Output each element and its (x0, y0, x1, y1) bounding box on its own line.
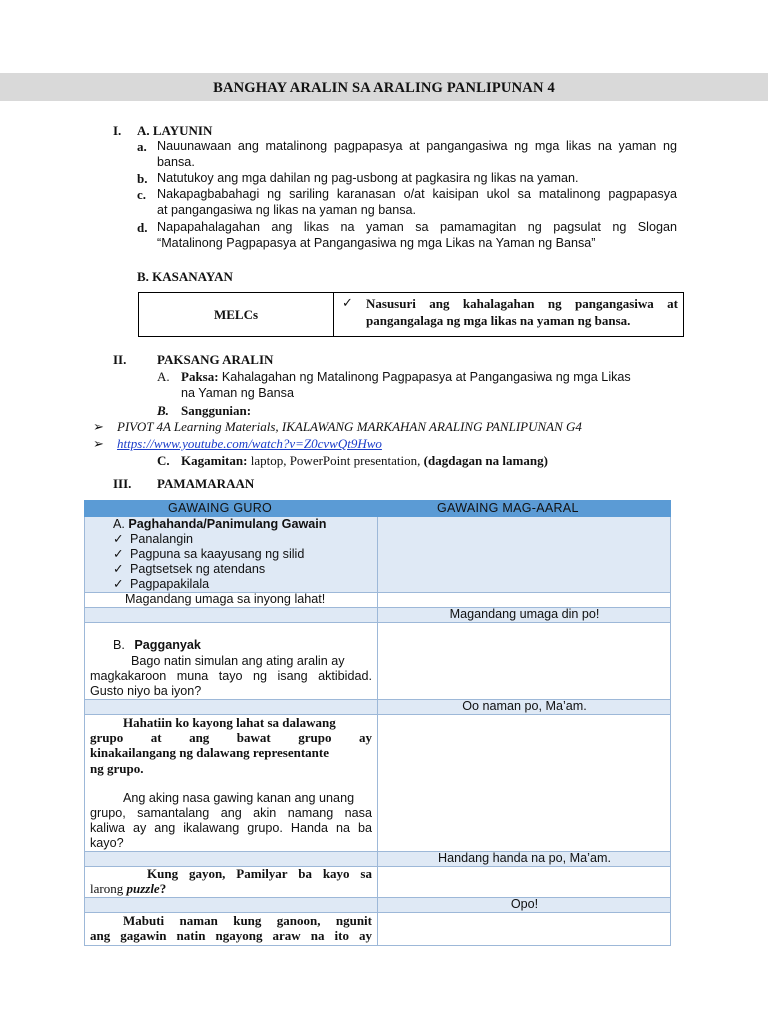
table-cell (378, 623, 671, 700)
list-item: ✓ Panalangin (113, 532, 194, 546)
puzzle-line1: Kung gayon, Pamilyar ba kayo sa (147, 866, 372, 881)
reply-1: Oo naman po, Ma’am. (462, 699, 587, 713)
objective-c-line1: Nakapagbabahagi ng sariling karanasan o/at kaisipan ukol sa matalinong pagpapasya (157, 187, 677, 201)
table-row (84, 715, 671, 852)
arrow-bullet-icon: ➢ (93, 419, 104, 434)
side-line1: Ang aking nasa gawing kanan ang unang (123, 791, 355, 805)
group-line1: Hahatiin ko kayong lahat sa dalawang (123, 715, 336, 730)
objective-a-line2: bansa. (157, 155, 195, 169)
objective-a-line1: Nauunawaan ang matalinong pagpapasya at pangangasiwa ng mga likas na yaman ng (157, 139, 677, 153)
kasanayan-heading: B. KASANAYAN (137, 269, 233, 284)
group-line3: kinakailangang ng dalawang representante (90, 745, 329, 760)
greet-teacher: Magandang umaga sa inyong lahat! (125, 592, 326, 606)
table-row (84, 867, 671, 898)
table-cell (84, 715, 378, 852)
table-header (84, 500, 671, 517)
puzzle-end: ? (159, 881, 167, 896)
check-icon: ✓ (113, 532, 124, 546)
arrow-bullet-icon: ➢ (93, 436, 104, 451)
table-row (84, 852, 671, 867)
section-3-number: III. (113, 476, 132, 491)
group-line2: grupo at ang bawat grupo ay (90, 730, 372, 745)
table-cell (378, 608, 671, 623)
table-cell (378, 867, 671, 898)
objective-d-letter: d. (137, 220, 148, 235)
objective-c-letter: c. (137, 187, 147, 202)
kagamitan-label: Kagamitan: (181, 453, 248, 468)
table-cell (378, 898, 671, 913)
side-line2: grupo, samantalang ang akin namang nasa (90, 806, 372, 820)
table-cell (84, 608, 378, 623)
table-cell (378, 700, 671, 715)
list-item: ✓ Pagpuna sa kaayusang ng silid (113, 547, 305, 561)
check-icon: ✓ (113, 562, 124, 576)
paksang-aralin-heading: PAKSANG ARALIN (157, 352, 274, 367)
document-title: BANGHAY ARALIN SA ARALING PANLIPUNAN 4 (213, 80, 555, 96)
group-line4: ng grupo. (90, 761, 144, 776)
table-cell (84, 517, 378, 593)
table-row (84, 608, 671, 623)
table-cell (378, 715, 671, 852)
pagganyak-heading (113, 638, 201, 654)
table-cell (84, 852, 378, 867)
pagganyak-line3: Gusto niyo ba iyon? (90, 684, 202, 698)
header-guro: GAWAING GURO (168, 501, 273, 515)
pagganyak-letter: B. (113, 638, 125, 652)
check-icon: ✓ (113, 577, 124, 591)
list-item: ✓ Pagtsetsek ng atendans (113, 562, 266, 576)
final-line1: Mabuti naman kung ganoon, ngunit (123, 913, 372, 928)
table-cell (84, 867, 378, 898)
section-1-number: I. (113, 123, 122, 138)
sanggunian-line (157, 403, 251, 419)
paksa-text-line1: Kahalagahan ng Matalinong Pagpapasya at Pangangasiwa ng mga Likas (221, 370, 631, 384)
melcs-label: MELCs (139, 293, 334, 336)
section-2-number: II. (113, 352, 127, 367)
table-row (84, 913, 671, 946)
paksa-label: Paksa: (181, 369, 219, 384)
prep-title: Paghahanda/Panimulang Gawain (128, 517, 327, 531)
pamamaraan-heading: PAMAMARAAN (157, 476, 255, 491)
pagganyak-line2: magkakaroon muna tayo ng isang aktibidad. (90, 669, 372, 683)
final-line2: ang gagawin natin ngayong araw na ito ay (90, 928, 372, 943)
melcs-table (138, 292, 684, 337)
table-cell (84, 898, 378, 913)
table-row (84, 593, 671, 608)
table-cell (84, 593, 378, 608)
sanggunian-letter: B. (157, 403, 169, 418)
puzzle-pre: larong (90, 881, 124, 896)
reference-1: PIVOT 4A Learning Materials, IKALAWANG MARKAHAN ARALING PANLIPUNAN G4 (117, 419, 582, 434)
objective-a-letter: a. (137, 139, 147, 154)
table-cell (84, 623, 378, 700)
header-mag-aaral: GAWAING MAG-AARAL (437, 501, 579, 515)
pagganyak-title: Pagganyak (134, 638, 201, 652)
table-row (84, 517, 671, 593)
reply-3: Opo! (510, 897, 539, 911)
objective-b-letter: b. (137, 171, 148, 186)
kagamitan-letter: C. (157, 453, 170, 468)
table-row (84, 623, 671, 700)
reply-2: Handang handa na po, Ma’am. (438, 851, 611, 865)
kagamitan-text: laptop, PowerPoint presentation, (250, 453, 421, 468)
layunin-heading: A. LAYUNIN (137, 123, 213, 138)
prep-letter: A. (113, 517, 125, 531)
melcs-text (366, 295, 678, 329)
table-cell (378, 852, 671, 867)
sanggunian-label: Sanggunian: (181, 403, 252, 418)
puzzle-line2 (90, 881, 166, 897)
objective-d-line2: “Matalinong Pagpapasya at Pangangasiwa ng mga Likas na Yaman ng Bansa” (157, 236, 596, 250)
paksa-letter: A. (157, 369, 170, 384)
puzzle-word: puzzle (126, 881, 160, 896)
check-icon: ✓ (113, 547, 124, 561)
kagamitan-extra: (dagdagan na lamang) (423, 453, 548, 468)
paksa-text-line2: na Yaman ng Bansa (181, 386, 294, 400)
table-row (84, 898, 671, 913)
table-row (84, 700, 671, 715)
list-item: ✓ Pagpapakilala (113, 577, 210, 591)
objective-b-line1: Natutukoy ang mga dahilan ng pag-usbong at pagkasira ng likas na yaman. (157, 171, 579, 185)
table-cell (378, 593, 671, 608)
check-icon: ✓ (342, 295, 353, 310)
melcs-line2: pangangalaga ng mga likas na yaman ng bansa. (366, 313, 631, 328)
side-line3: kaliwa ay ang ikalawang grupo. Handa na ba (90, 821, 372, 835)
table-cell (84, 700, 378, 715)
objective-d-line1: Napapahalagahan ang likas na yaman sa pamamagitan ng pagsulat ng Slogan (157, 220, 677, 234)
kagamitan-line (157, 453, 548, 469)
objective-c-line2: at pangangasiwa ng likas na yaman ng bansa. (157, 203, 417, 217)
table-cell (378, 913, 671, 946)
greet-student: Magandang umaga din po! (449, 607, 600, 621)
reference-2-link[interactable]: https://www.youtube.com/watch?v=Z0cvwQt9Hwo (117, 436, 382, 451)
pagganyak-line1: Bago natin simulan ang ating aralin ay (131, 654, 345, 668)
table-cell (378, 517, 671, 593)
table-cell (84, 913, 378, 946)
side-line4: kayo? (90, 836, 124, 850)
paksa-line1 (157, 369, 677, 386)
prep-heading (113, 517, 326, 533)
procedure-table (84, 500, 671, 946)
melcs-line1: Nasusuri ang kahalagahan ng pangangasiwa at (366, 296, 678, 311)
